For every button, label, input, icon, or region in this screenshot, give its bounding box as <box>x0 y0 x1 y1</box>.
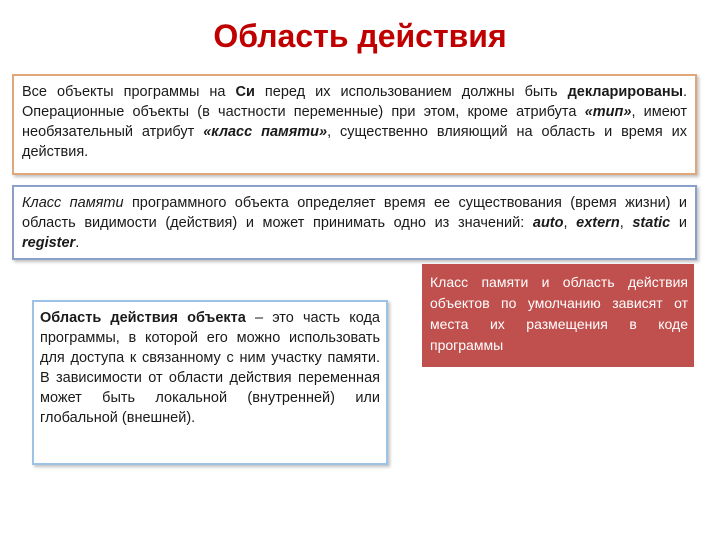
scope-definition-box: Область действия объекта – это часть кода программы, в которой его можно использовать для доступа к связанному с ним участку памяти. В зависимости от области действия переменная может быть локальной (внутренней) или глобальной (внешней). <box>32 300 388 465</box>
storage-class-text-box: Класс памяти программного объекта определяет время ее существования (время жизни) и область видимости (действия) и может принимать одно из значений: auto, extern, static и register. <box>12 185 697 260</box>
default-storage-note-text: Класс памяти и область действия объектов по умолчанию зависят от места их размещения в коде программы <box>430 274 688 353</box>
default-storage-note-box <box>422 264 694 367</box>
declaration-text-box: Все объекты программы на Си перед их использованием должны быть декларированы. Операционные объекты (в частности переменные) при этом, кроме атрибута «тип», имеют необязательный атрибут «класс памяти», существенно влияющий на область и время их действия. <box>12 74 697 175</box>
slide-title: Область действия <box>213 18 507 54</box>
